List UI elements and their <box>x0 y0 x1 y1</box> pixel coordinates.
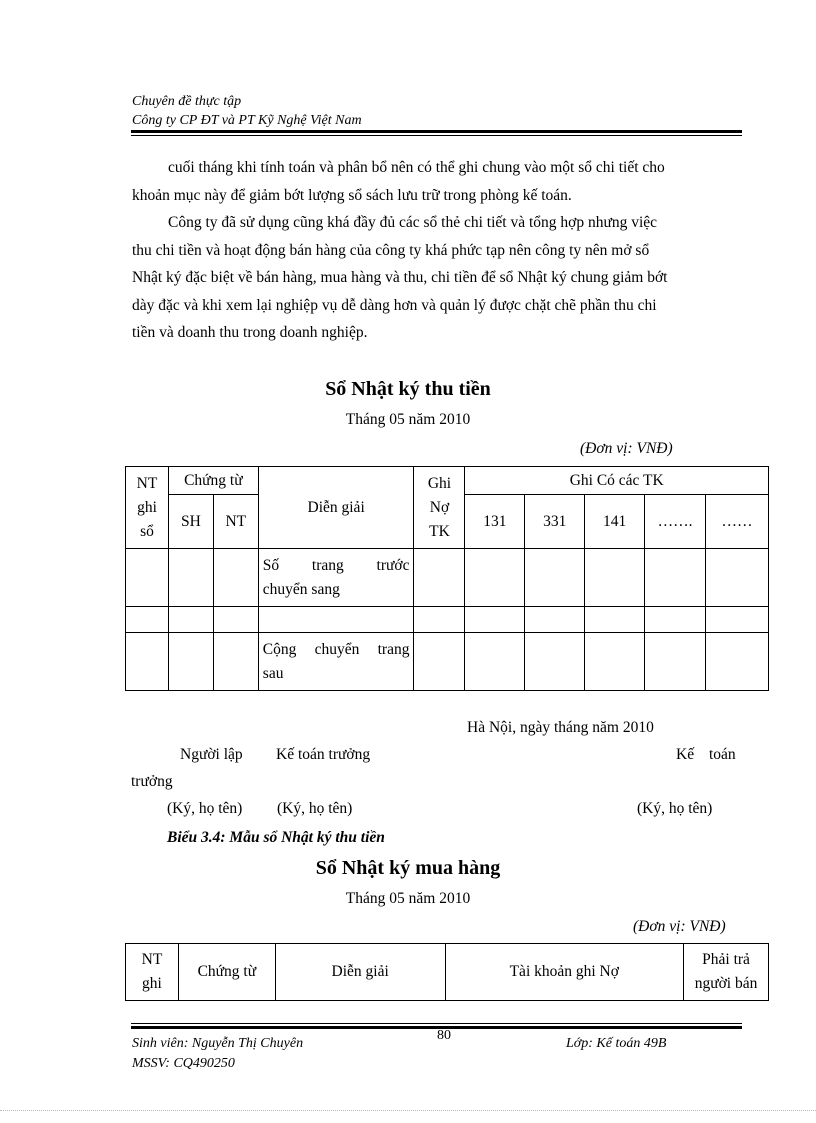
signature-chief-accountant-2-wrap: trưởng <box>131 773 173 790</box>
journal-2-month: Tháng 05 năm 2010 <box>345 890 471 907</box>
signature-chief-accountant-2-word-2: toán <box>709 746 736 763</box>
header-acc-331: 331 <box>525 495 585 549</box>
header-acc-more-2: …… <box>706 495 769 549</box>
signature-chief-accountant-2-word-1: Kế <box>676 746 695 763</box>
header-rule-thin <box>131 135 742 136</box>
signature-preparer: Người lập <box>180 746 243 763</box>
header-voucher: Chứng từ <box>168 467 258 495</box>
row-carried-forward: Cộng chuyển trang sau <box>258 633 414 691</box>
page-edge-dotted-line <box>0 1110 816 1111</box>
paragraph-2-line-5: tiền và doanh thu trong doanh nghiệp. <box>132 324 368 341</box>
paragraph-2 <box>132 209 741 347</box>
journal-1-title: Sổ Nhật ký thu tiền <box>325 378 491 400</box>
footer-student-id: MSSV: CQ490250 <box>132 1056 235 1071</box>
header-acc-141: 141 <box>585 495 645 549</box>
row-brought-forward: Số trang trước chuyển sang <box>258 549 414 607</box>
header-company: Công ty CP ĐT và PT Kỹ Nghệ Việt Nam <box>132 113 362 128</box>
page-number: 80 <box>437 1028 451 1043</box>
table-row <box>126 633 769 691</box>
journal-2-unit: (Đơn vị: VNĐ) <box>633 918 726 935</box>
header-payable: Phải trả người bán <box>684 944 769 1001</box>
journal-1-month: Tháng 05 năm 2010 <box>345 411 471 428</box>
header-credit-accounts: Ghi Có các TK <box>465 467 769 495</box>
signature-sign-2: (Ký, họ tên) <box>277 800 353 817</box>
footer-class: Lớp: Kế toán 49B <box>566 1036 667 1051</box>
signature-date: Hà Nội, ngày tháng năm 2010 <box>467 719 654 736</box>
journal-1-unit: (Đơn vị: VNĐ) <box>580 440 673 457</box>
header-nt: NT <box>213 495 258 549</box>
table-row <box>126 607 769 633</box>
signature-chief-accountant: Kế toán trưởng <box>276 746 371 763</box>
header-debit-account: Tài khoản ghi Nợ <box>445 944 684 1001</box>
paragraph-2-line-4: dày đặc và khi xem lại nghiệp vụ dễ dàng hơn và quản lý được chặt chẽ phần thu chi <box>132 296 657 314</box>
header-debit-account: Ghi Nợ TK <box>414 467 465 549</box>
header-rule-thick <box>131 130 742 133</box>
header-nt-ghi-so: NT ghi sổ <box>126 467 169 549</box>
header-sh: SH <box>168 495 213 549</box>
paragraph-2-line-3: Nhật ký đặc biệt về bán hàng, mua hàng và thu, chi tiền để sổ Nhật ký chung giảm bớt <box>132 269 668 286</box>
table-row <box>126 549 769 607</box>
journal-2-title: Sổ Nhật ký mua hàng <box>315 857 501 879</box>
figure-caption: Biểu 3.4: Mẫu sổ Nhật ký thu tiền <box>167 829 385 846</box>
header-voucher: Chứng từ <box>178 944 275 1001</box>
journal-2-table <box>125 943 769 1001</box>
header-subject: Chuyên đề thực tập <box>132 94 242 109</box>
paragraph-1-line-1: cuối tháng khi tính toán và phân bổ nên có thể ghi chung vào một sổ chi tiết cho <box>168 159 665 176</box>
header-description: Diễn giải <box>275 944 445 1001</box>
header-nt-ghi: NT ghi <box>126 944 179 1001</box>
signature-sign-3: (Ký, họ tên) <box>637 800 713 817</box>
paragraph-2-line-2: thu chi tiền và hoạt động bán hàng của công ty khá phức tạp nên công ty nên mở sổ <box>132 241 650 259</box>
paragraph-1-line-2: khoản mục này để giảm bớt lượng sổ sách lưu trữ trong phòng kế toán. <box>132 186 572 204</box>
paragraph-1 <box>132 154 741 209</box>
header-acc-131: 131 <box>465 495 525 549</box>
signature-sign-1: (Ký, họ tên) <box>167 800 243 817</box>
paragraph-2-line-1: Công ty đã sử dụng cũng khá đầy đủ các sổ thẻ chi tiết và tổng hợp nhưng việc <box>168 214 658 231</box>
footer-rule-thin <box>131 1023 742 1024</box>
header-description: Diễn giải <box>258 467 414 549</box>
footer-student: Sinh viên: Nguyễn Thị Chuyên <box>132 1036 304 1051</box>
header-acc-more-1: ……. <box>645 495 706 549</box>
journal-1-table <box>125 466 769 691</box>
